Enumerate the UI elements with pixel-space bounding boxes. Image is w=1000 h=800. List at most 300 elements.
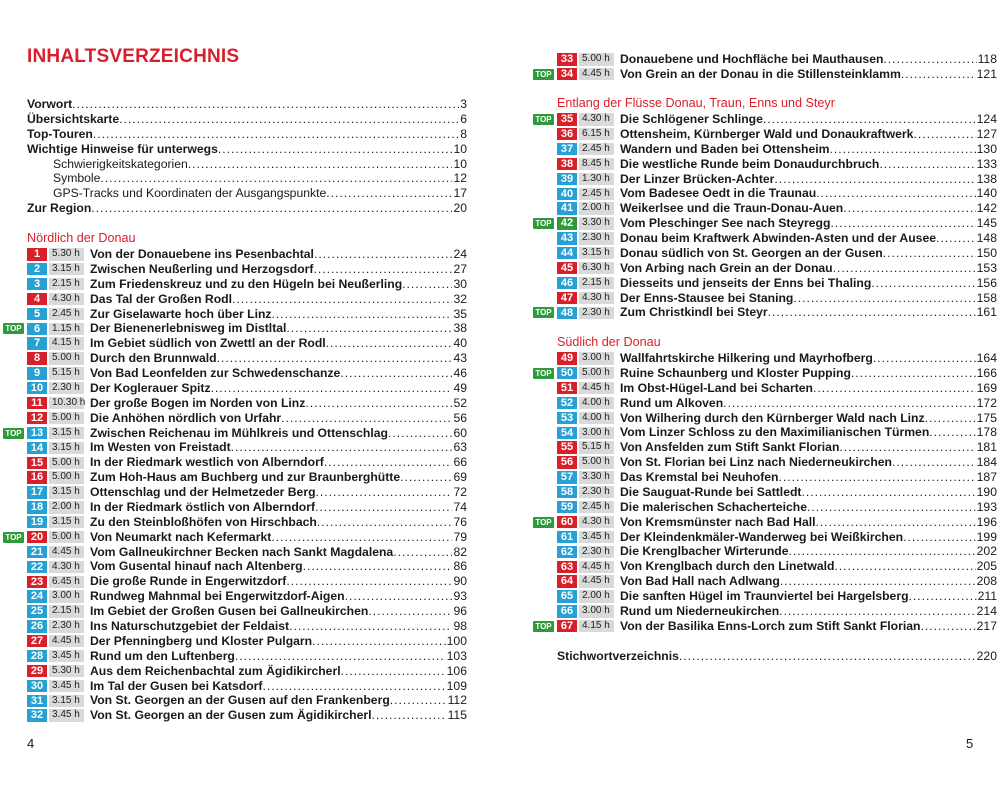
tour-duration: 3.15 h	[49, 263, 84, 275]
leader-dots	[851, 366, 976, 381]
tour-row[interactable]	[557, 112, 997, 127]
tour-name: Ruine Schaunberg und Kloster Pupping	[620, 365, 851, 380]
toc-entry[interactable]	[27, 112, 467, 127]
leader-dots	[345, 589, 453, 604]
tour-number: 47	[557, 292, 577, 304]
tour-page: 161	[976, 305, 997, 320]
leader-dots	[774, 172, 975, 187]
tour-number: 11	[27, 397, 47, 409]
tour-page: 178	[976, 425, 997, 440]
tour-row[interactable]	[557, 351, 997, 366]
tour-name: Von Arbing nach Grein an der Donau	[620, 260, 833, 275]
tour-duration: 2.30 h	[579, 486, 614, 498]
tour-page: 72	[453, 485, 467, 500]
tour-page: 175	[976, 410, 997, 425]
tour-row[interactable]	[557, 530, 997, 545]
tour-duration: 4.45 h	[49, 546, 84, 558]
leader-dots	[883, 52, 976, 67]
tour-name: Der Bienenerlebnisweg im Distltal	[90, 321, 287, 336]
tour-name: Der Kleindenkmäler-Wanderweg bei Weißkirchen	[620, 529, 904, 544]
tour-row[interactable]	[557, 201, 997, 216]
tour-name: Ottenschlag und der Helmetzeder Berg	[90, 485, 316, 500]
top-tour-badge: TOP	[533, 621, 554, 632]
tour-row[interactable]	[27, 351, 467, 366]
tour-duration: 5.30 h	[49, 665, 84, 677]
toc-entry[interactable]	[27, 127, 467, 142]
tour-name: Vom Pleschinger See nach Steyregg	[620, 216, 831, 231]
tour-number: 58	[557, 486, 577, 498]
tour-row[interactable]	[557, 455, 997, 470]
leader-dots	[232, 292, 452, 307]
tour-page: 46	[453, 366, 467, 381]
tour-page: 106	[446, 663, 467, 678]
tour-row[interactable]	[27, 292, 467, 307]
tour-number: 59	[557, 501, 577, 513]
leader-dots	[72, 97, 459, 112]
tour-page: 24	[453, 247, 467, 261]
tour-name: Im Obst-Hügel-Land bei Scharten	[620, 380, 813, 395]
leader-dots	[816, 515, 976, 530]
leader-dots	[833, 261, 976, 276]
tour-page: 187	[976, 470, 997, 485]
tour-row[interactable]	[27, 664, 467, 679]
tour-row[interactable]	[557, 366, 997, 381]
tour-page: 32	[453, 291, 467, 306]
tour-number: 42	[557, 217, 577, 229]
tour-duration: 4.45 h	[49, 635, 84, 647]
tour-row[interactable]	[27, 649, 467, 664]
tour-page: 127	[976, 126, 997, 141]
tour-number: 53	[557, 412, 577, 424]
tour-name: Aus dem Reichenbachtal zum Ägidikircherl	[90, 663, 341, 678]
leader-dots	[316, 485, 453, 500]
tour-duration: 4.30 h	[579, 516, 614, 528]
toc-entry[interactable]	[27, 171, 467, 186]
tour-duration: 3.00 h	[579, 605, 614, 617]
top-tour-badge: TOP	[533, 114, 554, 125]
tour-duration: 4.00 h	[579, 412, 614, 424]
leader-dots	[119, 112, 459, 127]
leader-dots	[920, 619, 975, 634]
tour-number: 4	[27, 293, 47, 305]
toc-entry[interactable]	[27, 142, 467, 157]
tour-page: 172	[976, 395, 997, 410]
tour-page: 118	[977, 52, 997, 66]
leader-dots	[871, 276, 975, 291]
tour-duration: 1.15 h	[49, 323, 84, 335]
tour-row[interactable]	[557, 231, 997, 246]
tour-duration: 2.45 h	[579, 188, 614, 200]
leader-dots	[388, 426, 452, 441]
tour-page: 202	[976, 544, 997, 559]
tour-row[interactable]	[557, 604, 997, 619]
tour-name: Rund um den Luftenberg	[90, 648, 235, 663]
tour-row[interactable]	[27, 589, 467, 604]
tour-number: 17	[27, 486, 47, 498]
tour-name: Im Westen von Freistadt	[90, 440, 231, 455]
top-tour-badge: TOP	[533, 307, 554, 318]
tour-duration: 5.00 h	[49, 457, 84, 469]
tour-number: 1	[27, 248, 47, 260]
top-tour-badge: TOP	[533, 368, 554, 379]
leader-dots	[834, 559, 975, 574]
tour-row[interactable]	[557, 411, 997, 426]
tour-row[interactable]	[27, 455, 467, 470]
leader-dots	[778, 470, 975, 485]
tour-number: 38	[557, 158, 577, 170]
top-tour-badge: TOP	[3, 532, 24, 543]
tour-row[interactable]	[557, 246, 997, 261]
tour-duration: 2.30 h	[49, 620, 84, 632]
tour-row[interactable]	[557, 291, 997, 306]
tour-number: 29	[27, 665, 47, 677]
tour-page: 69	[453, 470, 467, 485]
tour-page: 158	[976, 290, 997, 305]
index-entry-row[interactable]	[557, 649, 997, 664]
tour-page: 98	[453, 619, 467, 633]
tour-duration: 3.45 h	[579, 531, 614, 543]
tour-duration: 3.15 h	[49, 486, 84, 498]
leader-dots	[326, 336, 453, 351]
tour-number: 64	[557, 575, 577, 587]
tour-row[interactable]	[557, 216, 997, 231]
toc-entry-label: Übersichtskarte	[27, 111, 120, 126]
tour-row[interactable]	[557, 574, 997, 589]
leader-dots	[341, 664, 446, 679]
leader-dots	[218, 142, 453, 157]
leader-dots	[843, 201, 975, 216]
tour-row[interactable]	[27, 679, 467, 694]
tour-name: Vom Badesee Oedt in die Traunau	[620, 186, 817, 201]
tour-row[interactable]	[27, 515, 467, 530]
tour-duration: 5.00 h	[49, 412, 84, 424]
tour-name: Zum Hoh-Haus am Buchberg und zur Braunberghütte	[90, 470, 401, 485]
tour-page: 35	[453, 306, 467, 321]
tour-page: 181	[976, 440, 997, 455]
tour-name: Die Anhöhen nördlich von Urfahr	[90, 410, 282, 425]
tour-row[interactable]	[27, 545, 467, 560]
leader-dots	[340, 366, 452, 381]
tour-page: 27	[453, 261, 467, 276]
leader-dots	[763, 112, 976, 127]
top-tour-badge: TOP	[3, 323, 24, 334]
tour-row[interactable]	[557, 515, 997, 530]
tour-row[interactable]	[557, 142, 997, 157]
tour-number: 35	[557, 113, 577, 125]
leader-dots	[393, 545, 452, 560]
tour-page: 52	[453, 395, 467, 410]
tour-row[interactable]	[557, 52, 997, 67]
leader-dots	[313, 262, 452, 277]
tour-number: 34	[557, 68, 577, 80]
tour-page: 38	[453, 321, 467, 336]
tour-row[interactable]	[557, 157, 997, 172]
tour-number: 49	[557, 352, 577, 364]
tour-name: Wandern und Baden bei Ottensheim	[620, 141, 830, 156]
leader-dots	[929, 425, 975, 440]
tour-row[interactable]	[557, 186, 997, 201]
tour-name: Von Bad Leonfelden zur Schwedenschanze	[90, 366, 341, 381]
tour-name: Die große Runde in Engerwitzdorf	[90, 574, 287, 589]
tour-duration: 4.45 h	[579, 561, 614, 573]
tour-row[interactable]	[27, 262, 467, 277]
tour-number: 25	[27, 605, 47, 617]
tour-row[interactable]	[557, 425, 997, 440]
leader-dots	[807, 500, 976, 515]
leader-dots	[211, 381, 453, 396]
tour-page: 60	[453, 425, 467, 440]
tour-name: Das Tal der Großen Rodl	[90, 291, 232, 306]
tour-page: 121	[976, 66, 997, 81]
tour-name: Im Gebiet südlich von Zwettl an der Rodl	[90, 336, 326, 351]
tour-row[interactable]	[557, 127, 997, 142]
toc-entry-page: 8	[460, 126, 467, 141]
leader-dots	[272, 307, 453, 322]
leader-dots	[892, 455, 976, 470]
tour-page: 93	[453, 589, 467, 604]
tour-row[interactable]	[27, 485, 467, 500]
top-tour-badge: TOP	[3, 428, 24, 439]
tour-row[interactable]	[557, 544, 997, 559]
tour-page: 217	[976, 618, 997, 633]
tour-number: 36	[557, 128, 577, 140]
tour-row[interactable]	[557, 589, 997, 604]
tour-duration: 2.45 h	[579, 501, 614, 513]
tour-page: 214	[976, 603, 997, 618]
toc-entry[interactable]	[27, 186, 467, 201]
leader-dots	[779, 604, 976, 619]
tour-row[interactable]	[557, 500, 997, 515]
tour-number: 24	[27, 590, 47, 602]
leader-dots	[400, 470, 452, 485]
tour-page: 193	[976, 499, 997, 514]
leader-dots	[723, 396, 976, 411]
tour-page: 109	[446, 678, 467, 693]
tour-name: Vom Gusental hinauf nach Altenberg	[90, 559, 303, 574]
tour-number: 44	[557, 247, 577, 259]
tour-name: Vom Linzer Schloss zu den Maximilianischen Türmen	[620, 425, 930, 440]
tour-number: 46	[557, 277, 577, 289]
tour-row[interactable]	[557, 172, 997, 187]
tour-row[interactable]	[27, 470, 467, 485]
leader-dots	[909, 589, 977, 604]
tour-page: 124	[976, 112, 997, 126]
toc-entry-page: 6	[460, 111, 467, 126]
tour-name: Rund um Alkoven	[620, 395, 724, 410]
leader-dots	[402, 277, 452, 292]
section-heading-south: Südlich der Donau	[557, 335, 661, 349]
tour-page: 140	[976, 186, 997, 201]
tour-duration: 2.30 h	[579, 232, 614, 244]
tour-name: Donau beim Kraftwerk Abwinden-Asten und der Ausee	[620, 231, 937, 246]
tour-duration: 2.45 h	[579, 143, 614, 155]
tour-page: 169	[976, 380, 997, 395]
tour-number: 56	[557, 456, 577, 468]
tour-row[interactable]	[557, 619, 997, 634]
tour-duration: 2.30 h	[579, 307, 614, 319]
tour-duration: 3.15 h	[49, 427, 84, 439]
tour-row[interactable]	[27, 619, 467, 634]
tour-number: 39	[557, 173, 577, 185]
toc-entry[interactable]	[27, 201, 467, 216]
tour-row[interactable]	[27, 321, 467, 336]
tour-row[interactable]	[27, 559, 467, 574]
tour-page: 156	[976, 275, 997, 290]
tour-number: 6	[27, 323, 47, 335]
tour-name: Von Krenglbach durch den Linetwald	[620, 559, 835, 574]
tour-row[interactable]	[27, 307, 467, 322]
tour-page: 150	[976, 245, 997, 260]
leader-dots	[793, 291, 975, 306]
tour-page: 196	[976, 514, 997, 529]
leader-dots	[903, 530, 976, 545]
tour-duration: 4.15 h	[579, 620, 614, 632]
leader-dots	[873, 351, 976, 366]
tour-row[interactable]	[27, 381, 467, 396]
tour-row[interactable]	[557, 381, 997, 396]
page-number-right: 5	[966, 736, 974, 751]
tour-name: Der Enns-Stausee bei Staning	[620, 290, 794, 305]
tour-page: 49	[453, 380, 467, 395]
tour-number: 63	[557, 561, 577, 573]
tour-number: 55	[557, 441, 577, 453]
tour-name: Zwischen Reichenau im Mühlkreis und Ottenschlag	[90, 425, 388, 440]
tour-name: Die sanften Hügel im Traunviertel bei Hargelsberg	[620, 589, 909, 604]
tour-number: 7	[27, 337, 47, 349]
tour-number: 30	[27, 680, 47, 692]
tour-number: 12	[27, 412, 47, 424]
tour-name: Weikerlsee und die Traun-Donau-Auen	[620, 201, 844, 216]
tour-duration: 4.00 h	[579, 397, 614, 409]
tour-number: 15	[27, 457, 47, 469]
tour-row[interactable]	[27, 693, 467, 708]
top-tour-badge: TOP	[533, 517, 554, 528]
tour-duration: 8.45 h	[579, 158, 614, 170]
tour-row[interactable]	[557, 440, 997, 455]
tour-row[interactable]	[27, 574, 467, 589]
tour-row[interactable]	[27, 396, 467, 411]
tour-row[interactable]	[27, 247, 467, 262]
leader-dots	[188, 157, 453, 172]
tour-row[interactable]	[27, 426, 467, 441]
tour-duration: 3.45 h	[49, 650, 84, 662]
tour-page: 79	[453, 529, 467, 544]
leader-dots	[91, 201, 452, 216]
tour-name: Im Tal der Gusen bei Katsdorf	[90, 678, 263, 693]
tour-number: 32	[27, 709, 47, 721]
tour-row[interactable]	[557, 559, 997, 574]
toc-entry-label: Symbole	[53, 171, 101, 186]
tour-number: 61	[557, 531, 577, 543]
tour-row[interactable]	[27, 366, 467, 381]
toc-entry-label: Zur Region	[27, 201, 92, 216]
tour-duration: 4.30 h	[49, 293, 84, 305]
toc-entry[interactable]	[27, 157, 467, 172]
tour-page: 184	[976, 455, 997, 470]
tour-duration: 3.15 h	[49, 695, 84, 707]
toc-entry[interactable]	[27, 97, 467, 112]
tour-duration: 6.45 h	[49, 576, 84, 588]
tour-duration: 3.15 h	[579, 247, 614, 259]
tour-name: Das Kremstal bei Neuhofen	[620, 470, 779, 485]
tour-name: In der Riedmark westlich von Alberndorf	[90, 455, 324, 470]
tour-duration: 3.15 h	[49, 516, 84, 528]
tour-duration: 5.00 h	[49, 352, 84, 364]
tour-row[interactable]	[27, 440, 467, 455]
tour-duration: 2.15 h	[49, 605, 84, 617]
tour-name: Die Krenglbacher Wirterunde	[620, 544, 789, 559]
tour-duration: 6.15 h	[579, 128, 614, 140]
tour-row[interactable]	[27, 500, 467, 515]
leader-dots	[925, 411, 976, 426]
tour-page: 90	[453, 574, 467, 589]
leader-dots	[217, 351, 453, 366]
tour-row[interactable]	[557, 396, 997, 411]
tour-row[interactable]	[27, 604, 467, 619]
tour-row[interactable]	[557, 276, 997, 291]
leader-dots	[830, 216, 975, 231]
tour-duration: 4.30 h	[579, 292, 614, 304]
tour-row[interactable]	[27, 708, 467, 723]
tour-duration: 5.00 h	[579, 53, 614, 65]
section-heading-rivers: Entlang der Flüsse Donau, Traun, Enns und Steyr	[557, 96, 835, 110]
leader-dots	[231, 440, 453, 455]
toc-entry-page: 12	[453, 171, 467, 186]
leader-dots	[679, 649, 976, 664]
tour-name: Diesseits und jenseits der Enns bei Thaling	[620, 275, 872, 290]
tour-duration: 2.15 h	[49, 278, 84, 290]
tour-row[interactable]	[557, 67, 997, 82]
tour-name: Zu den Steinbloßhöfen von Hirschbach	[90, 514, 317, 529]
leader-dots	[314, 247, 452, 262]
tour-duration: 5.00 h	[579, 367, 614, 379]
leader-dots	[324, 455, 453, 470]
tour-row[interactable]	[557, 485, 997, 500]
tour-row[interactable]	[27, 336, 467, 351]
tour-number: 5	[27, 308, 47, 320]
tour-page: 74	[453, 499, 467, 514]
tour-row[interactable]	[557, 305, 997, 320]
tour-row[interactable]	[27, 634, 467, 649]
tour-duration: 5.00 h	[579, 456, 614, 468]
tour-number: 43	[557, 232, 577, 244]
tour-row[interactable]	[557, 470, 997, 485]
tour-duration: 3.45 h	[49, 680, 84, 692]
tour-duration: 2.45 h	[49, 308, 84, 320]
tour-row[interactable]	[557, 261, 997, 276]
tour-row[interactable]	[27, 411, 467, 426]
tour-duration: 2.00 h	[49, 501, 84, 513]
tour-page: 100	[446, 633, 467, 648]
tour-name: Im Gebiet der Großen Gusen bei Gallneukirchen	[90, 604, 369, 619]
tour-row[interactable]	[27, 277, 467, 292]
right-page	[500, 0, 1000, 800]
tour-name: Zum Friedenskreuz und zu den Hügeln bei Neußerling	[90, 276, 403, 291]
tour-row[interactable]	[27, 530, 467, 545]
leader-dots	[326, 186, 452, 201]
tour-page: 115	[447, 708, 467, 723]
tour-name: Rundweg Mahnmal bei Engerwitzdorf-Aigen	[90, 589, 345, 604]
leader-dots	[286, 574, 452, 589]
tour-number: 2	[27, 263, 47, 275]
leader-dots	[93, 127, 459, 142]
toc-entry-page: 3	[460, 97, 467, 111]
tour-name: Von Ansfelden zum Stift Sankt Florian	[620, 440, 840, 455]
toc-entry-page: 17	[453, 186, 467, 201]
tour-name: Von Kremsmünster nach Bad Hall	[620, 514, 816, 529]
leader-dots	[390, 693, 447, 708]
tour-duration: 4.45 h	[579, 68, 614, 80]
